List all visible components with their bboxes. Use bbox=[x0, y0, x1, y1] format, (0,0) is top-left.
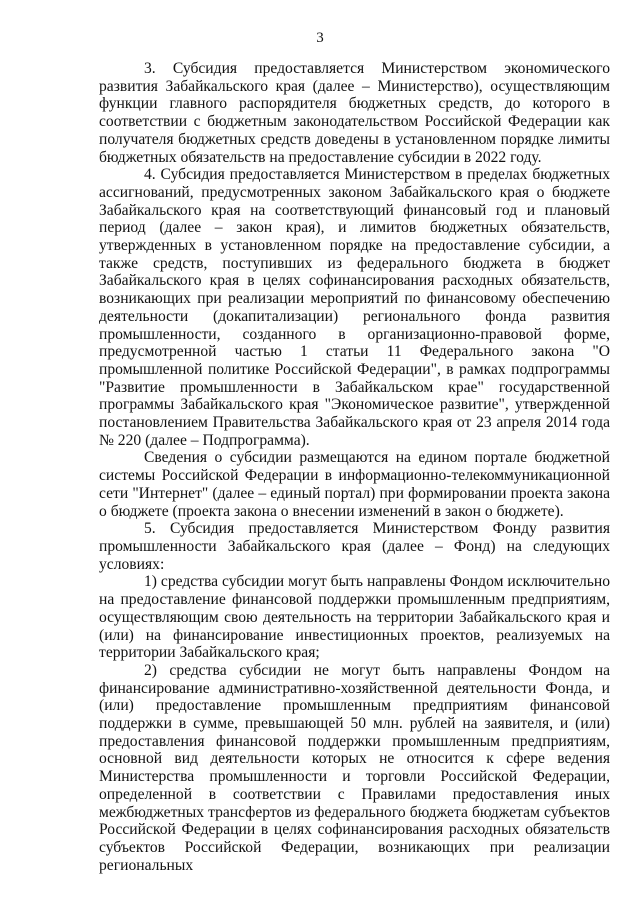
paragraph-subsidy-info: Сведения о субсидии размещаются на едином портале бюджетной системы Российской Федерации в информационно-телекоммуникационной сети "Интернет" (далее – единый портал) при формировании проекта закона о бюджете (проекта закона о внесении изменений в закон о бюджете). bbox=[99, 449, 610, 520]
paragraph-clause-4: 4. Субсидия предоставляется Министерством в пределах бюджетных ассигнований, предусмотренных законом Забайкальского края о бюджете Забайкальского края на соответствующий финансовый год и плановый период (далее – закон края), и лимитов бюджетных обязательств, утвержденных в установленном порядке на предоставление субсидии, а также средств, поступивших из федерального бюджета в бюджет Забайкальского края в целях софинансирования расходных обязательств, возникающих при реализации мероприятий по финансовому обеспечению деятельности (докапитализации) регионального фонда развития промышленности, созданного в организационно-правовой форме, предусмотренной частью 1 статьи 11 Федерального закона "О промышленной политике Российской Федерации", в рамках подпрограммы "Развитие промышленности в Забайкальском крае" государственной программы Забайкальского края "Экономическое развитие", утвержденной постановлением Правительства Забайкальского края от 23 апреля 2014 года № 220 (далее – Подпрограмма). bbox=[99, 166, 610, 449]
document-body bbox=[99, 60, 610, 874]
page-number: 3 bbox=[316, 30, 324, 46]
paragraph-condition-1: 1) средства субсидии могут быть направлены Фондом исключительно на предоставление финансовой поддержки промышленным предприятиям, осуществляющим свою деятельность на территории Забайкальского края и (или) на финансирование инвестиционных проектов, реализуемых на территории Забайкальского края; bbox=[99, 573, 610, 662]
paragraph-clause-3: 3. Субсидия предоставляется Министерством экономического развития Забайкальского края (далее – Министерство), осуществляющим функции главного распорядителя бюджетных средств, до которого в соответствии с бюджетным законодательством Российской Федерации как получателя бюджетных средств доведены в установленном порядке лимиты бюджетных обязательств на предоставление субсидии в 2022 году. bbox=[99, 60, 610, 166]
paragraph-clause-5: 5. Субсидия предоставляется Министерством Фонду развития промышленности Забайкальского края (далее – Фонд) на следующих условиях: bbox=[99, 520, 610, 573]
paragraph-condition-2: 2) средства субсидии не могут быть направлены Фондом на финансирование административно-хозяйственной деятельности Фонда, и (или) предоставление промышленным предприятиям финансовой поддержки в сумме, превышающей 50 млн. рублей на заявителя, и (или) предоставления финансовой поддержки промышленным предприятиям, основной вид деятельности которых не относится к сфере ведения Министерства промышленности и торговли Российской Федерации, определенной в соответствии с Правилами предоставления иных межбюджетных трансфертов из федерального бюджета бюджетам субъектов Российской Федерации в целях софинансирования расходных обязательств субъектов Российской Федерации, возникающих при реализации региональных bbox=[99, 661, 610, 874]
